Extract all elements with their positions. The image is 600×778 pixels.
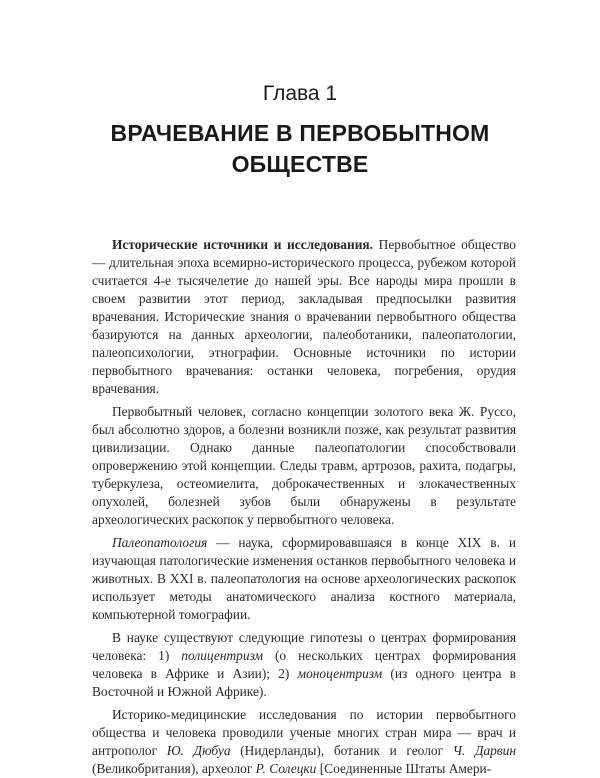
term-monocentrism: моноцентризм (297, 666, 383, 681)
paragraph-text: (Нидерланды), ботаник и геолог (230, 743, 453, 758)
paragraph-text: В науке существуют следующие гипотезы о центрах формирования человека: 1) (92, 630, 516, 663)
paragraph-text: Первобытный человек, согласно концепции золотого века Ж. Руссо, был абсолютно здоров, а болезни возникли позже, как результат развития цивилизации. Однако данные палеопатологии способствовали опровержению этой концепции. Следы травм, артрозов, рахита, подагры, туберкулеза, остеомиелита, доброкачественных и злокачественных опухолей, болезней зубов были обнаружены в результате археологических раскопок у первобытного человека. (92, 404, 516, 527)
name-darwin: Ч. Дарвин (452, 743, 517, 758)
paragraph-rousseau-concept (92, 403, 516, 529)
paragraph-text: [Соединенные Штаты Амери- (316, 761, 492, 776)
chapter-body (92, 236, 516, 778)
paragraph-historical-sources (92, 236, 516, 398)
paragraph-text: (о нескольких центрах формирования человека в Африке и Азии); 2) (92, 648, 516, 681)
paragraph-text: (из одного центра в Восточной и Южной Африке). (92, 666, 516, 699)
name-dubois: Ю. Дюбуа (166, 743, 231, 758)
chapter-title-line-1: ВРАЧЕВАНИЕ В ПЕРВОБЫТНОМ (110, 120, 490, 146)
paragraph-text: — наука, сформировавшаяся в конце XIX в. и изучающая патологические изменения останков первобытного человека и животных. В XXI в. палеопатология на основе археологических раскопок использует методы анатомического анализа костного материала, компьютерной томографии. (92, 535, 516, 622)
name-solecki: Р. Солецки (255, 761, 317, 776)
term-paleopathology: Палеопатология (112, 535, 208, 550)
paragraph-researchers (92, 706, 516, 778)
chapter-number: Глава 1 (262, 82, 338, 105)
section-lead-heading: Исторические источники и исследования. (112, 237, 374, 252)
chapter-title-line-2: ОБЩЕСТВЕ (231, 151, 369, 177)
paragraph-hypotheses (92, 629, 516, 701)
paragraph-text: Историко-медицинские исследования по истории первобытного общества и человека проводили ученые многих стран мира — врач и антрополог (92, 707, 516, 758)
paragraph-text: (Великобритания), археолог (92, 761, 256, 776)
chapter-title (0, 118, 600, 180)
paragraph-paleopathology (92, 534, 516, 624)
paragraph-text: Первобытное общество — длительная эпоха всемирно-исторического процесса, рубежом которой считается 4-е тысячелетие до нашей эры. Все народы мира прошли в своем развитии этот период, закладывая предпосылки развития врачевания. Исторические знания о врачевании первобытного общества базируются на данных археологии, палеоботаники, палеопатологии, палеопсихологии, этнографии. Основные источники по истории первобытного врачевания: останки человека, погребения, орудия врачевания. (92, 237, 516, 396)
term-polycentrism: полицентризм (181, 648, 264, 663)
